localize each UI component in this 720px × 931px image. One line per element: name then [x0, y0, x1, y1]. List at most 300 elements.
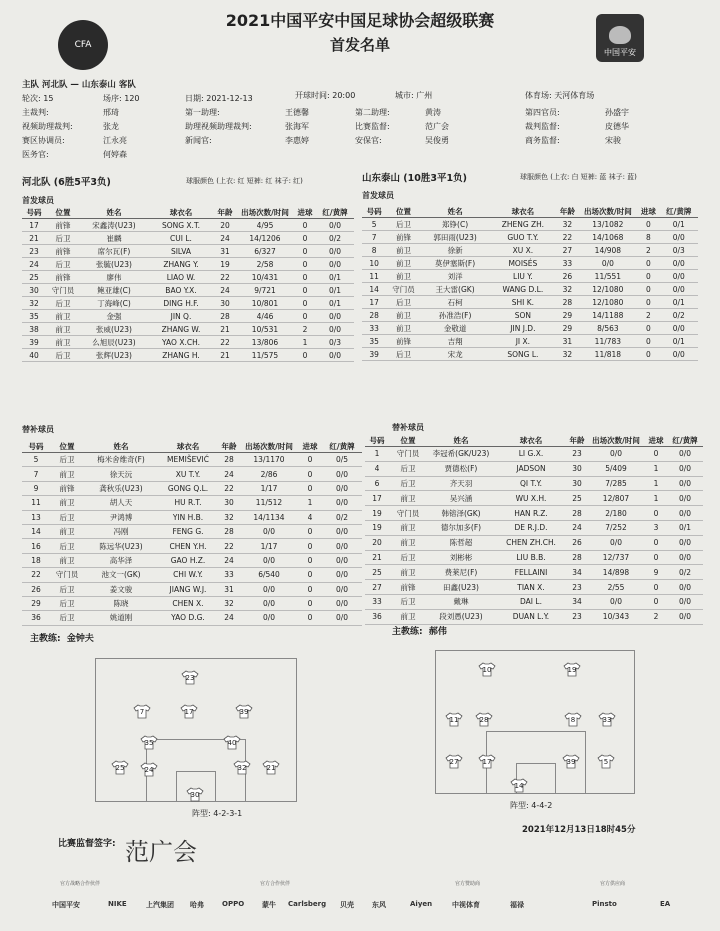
home-team-name: 河北队 (6胜5平3负) [22, 177, 111, 188]
sponsor-logo: 上汽集团 [146, 901, 174, 909]
player-goals: 1 [645, 461, 667, 476]
player-goals: 0 [645, 447, 667, 462]
player-shirt-icon: 39 [235, 704, 253, 719]
player-name: 德尔加多(F) [427, 520, 495, 535]
player-cards: 0/0 [316, 219, 354, 232]
player-apps: 7/252 [587, 520, 645, 535]
player-number: 21 [22, 232, 46, 245]
player-shirt-name: QI T.Y. [495, 476, 567, 491]
player-apps: 11/575 [236, 349, 294, 362]
player-goals: 0 [294, 284, 316, 297]
player-name: 廖伟 [80, 271, 148, 284]
official-name: 邢琦 [103, 108, 119, 117]
player-shirt-name: SILVA [148, 245, 214, 258]
player-age: 21 [214, 349, 236, 362]
column-header: 号码 [22, 440, 50, 453]
player-shirt-name: JIN J.D. [490, 322, 557, 335]
player-age: 19 [214, 258, 236, 271]
player-name: 齐天羽 [427, 476, 495, 491]
player-goals: 0 [294, 219, 316, 232]
player-row [362, 231, 698, 244]
player-apps: 0/0 [240, 553, 298, 567]
player-row [22, 481, 362, 495]
column-header: 位置 [389, 434, 427, 447]
city: 城市: 广州 [395, 91, 433, 100]
player-position: 前卫 [386, 322, 420, 335]
player-apps: 14/1134 [240, 510, 298, 524]
column-header: 球衣名 [495, 434, 567, 447]
player-row [22, 323, 354, 336]
player-cards: 0/3 [316, 336, 354, 349]
player-row [22, 524, 362, 538]
player-goals: 0 [294, 258, 316, 271]
player-number: 33 [362, 322, 386, 335]
player-age: 31 [556, 335, 578, 348]
player-number: 27 [365, 580, 389, 595]
player-name: 席尔瓦(F) [80, 245, 148, 258]
away-subs-label: 替补球员 [392, 423, 424, 432]
player-number: 28 [362, 309, 386, 322]
player-cards: 0/0 [667, 476, 703, 491]
player-shirt-name: XU X. [490, 244, 557, 257]
player-name: 梅米舍维奇(F) [84, 453, 158, 467]
player-shirt-name: JADSON [495, 461, 567, 476]
player-apps: 4/95 [236, 219, 294, 232]
player-number: 30 [22, 284, 46, 297]
player-position: 前卫 [386, 257, 420, 270]
player-goals: 0 [294, 245, 316, 258]
player-shirt-name: LIU B.B. [495, 550, 567, 565]
official-role: 视频助理裁判: [22, 122, 73, 131]
player-row [362, 309, 698, 322]
player-apps: 13/806 [236, 336, 294, 349]
player-shirt-icon: 11 [445, 712, 463, 727]
column-header: 年龄 [556, 205, 578, 218]
player-cards: 0/0 [667, 580, 703, 595]
player-goals: 0 [645, 580, 667, 595]
player-age: 29 [556, 309, 578, 322]
sponsor-logo: 东风 [372, 901, 386, 909]
player-number: 16 [22, 539, 50, 553]
player-shirt-icon: 21 [262, 760, 280, 775]
player-shirt-name: CHI W.Y. [158, 568, 218, 582]
player-cards: 0/0 [322, 467, 362, 481]
player-goals: 0 [298, 568, 322, 582]
player-name: 张毓(U23) [80, 258, 148, 271]
player-goals: 9 [645, 565, 667, 580]
player-age: 33 [556, 257, 578, 270]
player-shirt-name: GONG Q.L. [158, 481, 218, 495]
player-name: 刘彬彬 [427, 550, 495, 565]
player-number: 14 [22, 524, 50, 538]
player-cards: 0/0 [659, 283, 698, 296]
player-row [22, 611, 362, 625]
player-age: 34 [567, 594, 587, 609]
away-coach-label: 主教练: 郝伟 [392, 627, 447, 637]
player-age: 23 [567, 580, 587, 595]
official-role: 安保官: [355, 136, 382, 145]
player-age: 32 [556, 283, 578, 296]
player-apps: 7/285 [587, 476, 645, 491]
player-name: 戴琳 [427, 594, 495, 609]
player-name: 胡人天 [84, 496, 158, 510]
column-header: 出场次数/时间 [236, 206, 294, 219]
player-position: 后卫 [50, 510, 84, 524]
player-name: 王大雷(GK) [421, 283, 490, 296]
player-number: 26 [22, 582, 50, 596]
official-role: 第二助理: [355, 108, 390, 117]
player-position: 后卫 [386, 296, 420, 309]
player-shirt-name: WU X.H. [495, 491, 567, 506]
home-coach: 金钟夫 [66, 634, 94, 644]
player-cards: 0/0 [667, 506, 703, 521]
player-shirt-name: YAO X.CH. [148, 336, 214, 349]
player-age: 30 [567, 461, 587, 476]
player-position: 前卫 [50, 496, 84, 510]
player-goals: 0 [294, 349, 316, 362]
player-apps: 14/1206 [236, 232, 294, 245]
player-goals: 0 [637, 322, 659, 335]
player-name: 郑铮(C) [421, 218, 490, 231]
player-cards: 0/2 [659, 309, 698, 322]
player-shirt-name: SONG L. [490, 348, 557, 361]
player-shirt-name: MEMIŠEVIĆ [158, 453, 218, 467]
player-name: 宋龙 [421, 348, 490, 361]
player-name: 姚道刚 [84, 611, 158, 625]
player-name: 丁海峰(C) [80, 297, 148, 310]
player-name: 池文一(GK) [84, 568, 158, 582]
player-age: 28 [556, 296, 578, 309]
player-cards: 0/0 [322, 496, 362, 510]
player-goals: 0 [637, 270, 659, 283]
player-number: 11 [22, 496, 50, 510]
player-name: 石柯 [421, 296, 490, 309]
player-number: 18 [22, 553, 50, 567]
player-row [22, 232, 354, 245]
player-position: 后卫 [46, 258, 80, 271]
player-row [362, 244, 698, 257]
player-cards: 0/0 [667, 461, 703, 476]
player-age: 31 [214, 245, 236, 258]
player-shirt-name: CHEN X. [158, 596, 218, 610]
player-position: 前卫 [50, 524, 84, 538]
player-shirt-icon: 30 [186, 787, 204, 802]
sponsor-logo: OPPO [222, 900, 245, 908]
sponsor-category: 官方合作伙伴 [260, 881, 291, 887]
player-row [365, 506, 703, 521]
player-shirt-name: LIAO W. [148, 271, 214, 284]
player-goals: 0 [637, 283, 659, 296]
player-cards: 0/0 [316, 258, 354, 271]
player-goals: 0 [294, 271, 316, 284]
player-goals: 0 [294, 232, 316, 245]
column-header: 进球 [637, 205, 659, 218]
player-name: 孙准浩(F) [421, 309, 490, 322]
player-position: 前锋 [389, 580, 427, 595]
player-name: 姜文骏 [84, 582, 158, 596]
player-number: 39 [22, 336, 46, 349]
player-cards: 0/3 [659, 244, 698, 257]
player-name: 陈哲超 [427, 535, 495, 550]
column-header: 姓名 [80, 206, 148, 219]
player-apps: 10/801 [236, 297, 294, 310]
player-age: 24 [567, 520, 587, 535]
column-header: 号码 [365, 434, 389, 447]
player-number: 4 [365, 461, 389, 476]
column-header: 球衣名 [490, 205, 557, 218]
player-goals: 0 [298, 611, 322, 625]
away-starters-table [362, 205, 698, 361]
sponsor-logo: 福禄 [510, 901, 524, 909]
away-team-name: 山东泰山 (10胜3平1负) [362, 173, 467, 184]
player-age: 21 [214, 323, 236, 336]
player-apps: 0/0 [587, 535, 645, 550]
player-position: 守门员 [386, 283, 420, 296]
column-header: 号码 [22, 206, 46, 219]
home-kit: 球服颜色 (上衣: 红 短裤: 红 袜子: 红) [186, 177, 303, 185]
player-apps: 14/908 [579, 244, 638, 257]
player-shirt-name: SON [490, 309, 557, 322]
player-number: 6 [365, 476, 389, 491]
player-shirt-icon: 19 [563, 662, 581, 677]
official-name: 张龙 [103, 122, 119, 131]
column-header: 红/黄牌 [659, 205, 698, 218]
player-number: 13 [22, 510, 50, 524]
player-goals: 4 [298, 510, 322, 524]
player-age: 22 [218, 539, 240, 553]
player-shirt-icon: 28 [475, 712, 493, 727]
player-age: 23 [567, 447, 587, 462]
player-row [365, 565, 703, 580]
player-age: 25 [567, 491, 587, 506]
player-cards: 0/0 [322, 481, 362, 495]
player-apps: 12/1080 [579, 283, 638, 296]
player-shirt-name: LIU Y. [490, 270, 557, 283]
player-row [22, 553, 362, 567]
player-number: 9 [22, 481, 50, 495]
player-goals: 0 [637, 348, 659, 361]
sponsor-logo: 中国平安 [52, 901, 80, 909]
sponsor-logo: Pinsto [592, 900, 617, 908]
player-name: 刘洋 [421, 270, 490, 283]
home-starters-table [22, 206, 354, 362]
player-name: 韩镕泽(GK) [427, 506, 495, 521]
player-row [362, 296, 698, 309]
player-apps: 14/1068 [579, 231, 638, 244]
official-name: 王德馨 [285, 108, 309, 117]
home-formation: 阵型: 4-2-3-1 [192, 809, 243, 818]
player-shirt-icon: 27 [445, 754, 463, 769]
player-cards: 0/0 [659, 348, 698, 361]
player-cards: 0/2 [667, 565, 703, 580]
player-apps: 13/1170 [240, 453, 298, 467]
player-shirt-name: GAO H.Z. [158, 553, 218, 567]
player-position: 前锋 [386, 231, 420, 244]
player-age: 28 [218, 453, 240, 467]
player-cards: 0/0 [659, 322, 698, 335]
sponsor-logo: 哈弗 [190, 901, 204, 909]
player-position: 前卫 [46, 323, 80, 336]
player-position: 前锋 [50, 481, 84, 495]
player-shirt-icon: 23 [181, 670, 199, 685]
player-cards: 0/0 [316, 323, 354, 336]
player-shirt-icon: 17 [180, 704, 198, 719]
player-age: 24 [218, 611, 240, 625]
player-number: 25 [22, 271, 46, 284]
player-age: 22 [214, 336, 236, 349]
sponsor-logo: 中视体育 [452, 901, 480, 909]
player-position: 后卫 [389, 550, 427, 565]
player-name: 贾德松(F) [427, 461, 495, 476]
player-apps: 10/431 [236, 271, 294, 284]
official-name: 宋骏 [605, 136, 621, 145]
player-row [22, 284, 354, 297]
player-shirt-name: CHEN ZH.CH. [495, 535, 567, 550]
player-name: 李冠希(GK/U23) [427, 447, 495, 462]
player-cards: 0/0 [659, 231, 698, 244]
player-number: 17 [365, 491, 389, 506]
column-header: 出场次数/时间 [579, 205, 638, 218]
player-apps: 5/409 [587, 461, 645, 476]
teams-label: 主队 河北队 — 山东泰山 客队 [22, 80, 136, 90]
player-row [365, 535, 703, 550]
player-age: 24 [214, 284, 236, 297]
player-shirt-name: XU T.Y. [158, 467, 218, 481]
player-goals: 0 [298, 539, 322, 553]
sponsor-logo: 蒙牛 [262, 901, 276, 909]
column-header: 号码 [362, 205, 386, 218]
player-age: 34 [567, 565, 587, 580]
player-number: 23 [22, 245, 46, 258]
sheet-timestamp: 2021年12月13日18时45分 [522, 825, 636, 835]
column-header: 姓名 [427, 434, 495, 447]
csl-logo: 中国平安 [596, 14, 644, 62]
player-name: 郭田雨(U23) [421, 231, 490, 244]
player-position: 前卫 [389, 535, 427, 550]
player-number: 19 [365, 520, 389, 535]
player-cards: 0/0 [667, 594, 703, 609]
player-cards: 0/0 [667, 609, 703, 624]
player-number: 7 [362, 231, 386, 244]
player-number: 11 [362, 270, 386, 283]
player-cards: 0/1 [667, 520, 703, 535]
player-position: 守门员 [50, 568, 84, 582]
player-name: 宋鑫涛(U23) [80, 219, 148, 232]
player-row [22, 596, 362, 610]
player-name: 冯刚 [84, 524, 158, 538]
player-position: 前卫 [386, 244, 420, 257]
player-name: 段刘愚(U23) [427, 609, 495, 624]
column-header: 球衣名 [148, 206, 214, 219]
official-name: 吴俊勇 [425, 136, 449, 145]
player-cards: 0/0 [322, 553, 362, 567]
column-header: 位置 [50, 440, 84, 453]
player-row [22, 310, 354, 323]
player-position: 后卫 [50, 596, 84, 610]
player-number: 32 [22, 297, 46, 310]
player-number: 22 [22, 568, 50, 582]
player-row [365, 476, 703, 491]
player-row [22, 510, 362, 524]
player-position: 后卫 [46, 297, 80, 310]
player-number: 33 [365, 594, 389, 609]
player-shirt-name: JI X. [490, 335, 557, 348]
player-position: 后卫 [50, 539, 84, 553]
player-number: 24 [22, 258, 46, 271]
player-name: 张威(U23) [80, 323, 148, 336]
player-shirt-name: GUO T.Y. [490, 231, 557, 244]
official-name: 范广会 [425, 122, 449, 131]
player-apps: 14/1188 [579, 309, 638, 322]
player-shirt-name: CHEN Y.H. [158, 539, 218, 553]
player-apps: 10/343 [587, 609, 645, 624]
player-position: 守门员 [46, 284, 80, 297]
player-shirt-icon: 17 [478, 754, 496, 769]
player-goals: 2 [637, 244, 659, 257]
player-number: 17 [22, 219, 46, 232]
player-shirt-name: DE R.J.D. [495, 520, 567, 535]
player-number: 20 [365, 535, 389, 550]
player-number: 35 [362, 335, 386, 348]
player-name: 徐天沅 [84, 467, 158, 481]
player-position: 前卫 [386, 270, 420, 283]
column-header: 年龄 [214, 206, 236, 219]
player-position: 后卫 [389, 476, 427, 491]
player-row [365, 594, 703, 609]
official-role: 赛区协调员: [22, 136, 65, 145]
player-apps: 0/0 [240, 611, 298, 625]
player-goals: 0 [298, 524, 322, 538]
player-age: 23 [567, 609, 587, 624]
player-shirt-name: ZHANG Y. [148, 258, 214, 271]
player-row [22, 219, 354, 232]
sponsor-category: 官方供应商 [600, 881, 626, 887]
player-shirt-icon: 32 [233, 760, 251, 775]
player-position: 前卫 [389, 491, 427, 506]
player-apps: 2/55 [587, 580, 645, 595]
player-position: 后卫 [46, 349, 80, 362]
player-shirt-name: DING H.F. [148, 297, 214, 310]
player-name: 鲍亚雄(C) [80, 284, 148, 297]
player-name: 田鑫(U23) [427, 580, 495, 595]
player-age: 24 [214, 232, 236, 245]
away-subs-table [365, 434, 703, 625]
player-row [365, 550, 703, 565]
player-row [22, 467, 362, 481]
official-role: 第一助理: [185, 108, 220, 117]
player-apps: 13/1082 [579, 218, 638, 231]
player-number: 8 [362, 244, 386, 257]
player-position: 后卫 [50, 582, 84, 596]
match-number: 场序: 120 [103, 94, 140, 103]
sponsor-logo: Carlsberg [288, 900, 327, 908]
player-cards: 0/0 [322, 568, 362, 582]
player-cards: 0/0 [659, 257, 698, 270]
player-name: 龚秋乐(U23) [84, 481, 158, 495]
official-name: 江永亮 [103, 136, 127, 145]
player-position: 前卫 [389, 520, 427, 535]
player-apps: 2/58 [236, 258, 294, 271]
player-apps: 11/512 [240, 496, 298, 510]
player-cards: 0/0 [322, 539, 362, 553]
player-shirt-icon: 5 [597, 754, 615, 769]
player-cards: 0/2 [316, 232, 354, 245]
player-name: 尹鸿博 [84, 510, 158, 524]
player-number: 36 [22, 611, 50, 625]
player-name: 陈晓 [84, 596, 158, 610]
player-apps: 9/721 [236, 284, 294, 297]
cfa-logo: CFA [58, 20, 108, 70]
